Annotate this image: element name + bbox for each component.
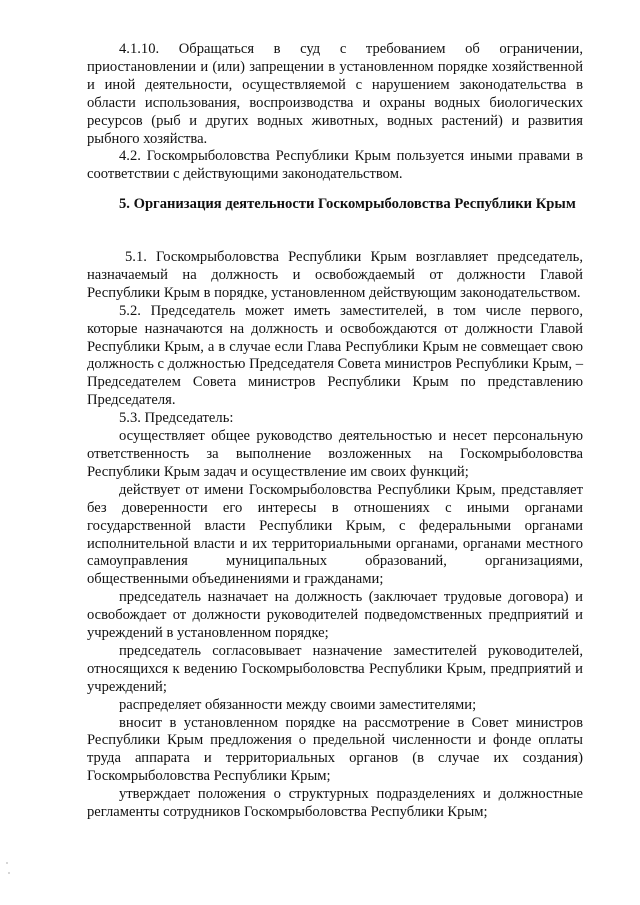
section-5-heading: 5. Организация деятельности Госкомрыболовства Республики Крым xyxy=(119,196,576,212)
list-item-duty: осуществляет общее руководство деятельностью и несет персональную ответственность за выполнение возложенных на Госкомрыболовства Республики Крым задач и осуществление им своих функций; xyxy=(87,428,583,480)
scan-speck xyxy=(6,862,8,864)
paragraph-4-2: 4.2. Госкомрыболовства Республики Крым пользуется иными правами в соответствии с действующими законодательством. xyxy=(87,148,583,183)
section-5-heading-block xyxy=(87,196,583,214)
rights-section xyxy=(87,41,583,184)
paragraph-5-3: 5.3. Председатель: xyxy=(119,410,234,427)
list-item-duty: действует от имени Госкомрыболовства Республики Крым, представляет без доверенности его интересы в отношениях с иными органами государственной власти Республики Крым, с федеральными органами исполнительной власти и их территориальными органами, органами местного самоуправления муниципальных образований, организациями, общественными объединениями и гражданами; xyxy=(87,481,583,588)
paragraph-5-1: 5.1. Госкомрыболовства Республики Крым возглавляет председатель, назначаемый на должность и освобождаемый от должности Главой Республики Крым в порядке, установленном действующим законодательством. xyxy=(87,249,583,301)
list-item-duty: вносит в установленном порядке на рассмотрение в Совет министров Республики Крым предложения о предельной численности и фонде оплаты труда аппарата и территориальных органов (в случае их создания) Госкомрыболовства Республики Крым; xyxy=(87,714,583,785)
paragraph-5-2: 5.2. Председатель может иметь заместителей, в том числе первого, которые назначаются на должность и освобождаются от должности Главой Республики Крым, а в случае если Глава Республики Крым не совмещает свою должность с должностью Председателя Совета министров Республики Крым, – Председателем Совета министров Республики Крым по представлению Председателя. xyxy=(87,302,583,409)
paragraph-4-1-10: 4.1.10. Обращаться в суд с требованием об ограничении, приостановлении и (или) запрещении в установленном порядке хозяйственной и иной деятельности, осуществляемой с нарушением законодательства в области использования, воспроизводства и охраны водных биологических ресурсов (рыб и других водных животных, водных растений) и развития рыбного хозяйства. xyxy=(87,41,583,147)
section-5-body xyxy=(87,249,583,822)
scan-speck xyxy=(8,872,10,874)
list-item-duty: утверждает положения о структурных подразделениях и должностные регламенты сотрудников Госкомрыболовства Республики Крым; xyxy=(87,786,583,821)
list-item-duty: председатель назначает на должность (заключает трудовые договора) и освобождает от должности руководителей подведомственных предприятий и учреждений в установленном порядке; xyxy=(87,589,583,642)
list-item-duty: председатель согласовывает назначение заместителей руководителей, относящихся к ведению Госкомрыболовства Республики Крым, предприятий и учреждений; xyxy=(87,642,583,695)
list-item-duty: распределяет обязанности между своими заместителями; xyxy=(119,696,477,713)
